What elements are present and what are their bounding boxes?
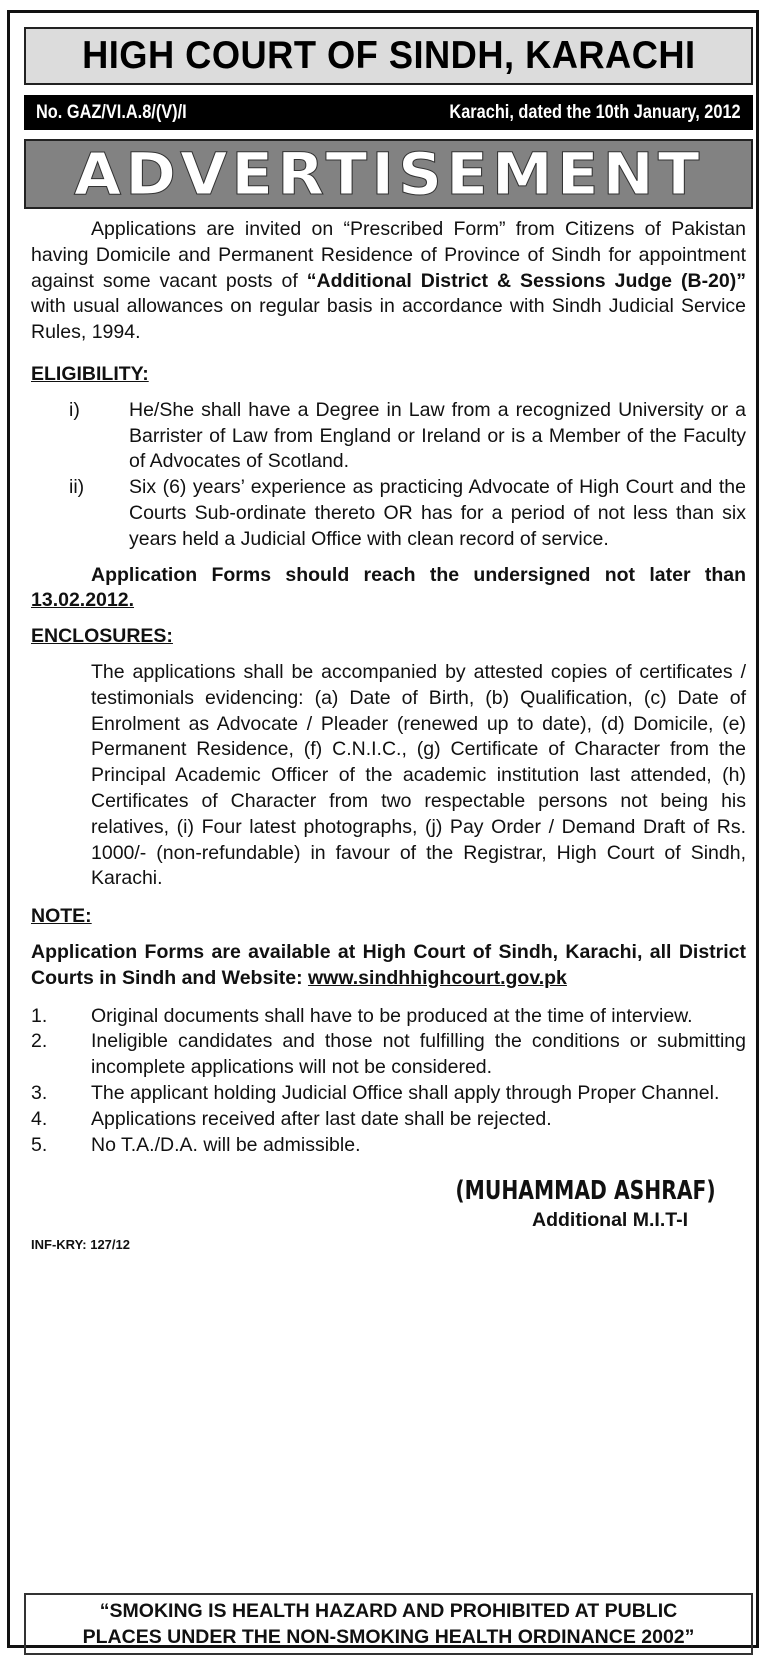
advertisement-banner [24,139,753,209]
reference-number: No. GAZ/VI.A.8/(V)/I [36,101,187,123]
item-number: 4. [31,1107,48,1130]
website-link[interactable]: www.sindhhighcourt.gov.pk [307,966,567,989]
smoking-warning-line-2: PLACES UNDER THE NON-SMOKING HEALTH ORDINANCE 2002” [82,1626,695,1648]
intro-paragraph [31,217,746,346]
signatory-name: (MUHAMMAD ASHRAF) [455,1176,716,1207]
page-title: HIGH COURT OF SINDH, KARACHI [81,34,696,77]
item-text: The applicant holding Judicial Office shall apply through Proper Channel. [91,1081,720,1104]
item-number: ii) [69,476,85,499]
availability-paragraph [31,940,746,992]
item-text: He/She shall have a Degree in Law from a recognized University or a Barrister of Law from England or Ireland or is a Member of the Faculty of Advocates of Scotland. [129,398,746,473]
note-item [31,1004,746,1030]
item-number: 5. [31,1133,48,1156]
post-title: “Additional District & Sessions Judge (B-20)” [306,269,746,292]
deadline-paragraph [31,563,746,615]
item-text: Applications received after last date shall be rejected. [91,1107,552,1130]
intro-text: Applications are invited on “Prescribed Form” from Citizens of Pakistan having Domicile and Permanent Residence of Province of Sindh for appointment against some vacant posts of [31,218,746,292]
intro-text-end: with usual allowances on regular basis in accordance with Sindh Judicial Service Rules, 1994. [31,295,746,344]
inf-code: INF-KRY: 127/12 [31,1237,130,1253]
deadline-text: Application Forms should reach the undersigned not later than [91,563,746,586]
item-number: i) [69,398,80,421]
note-heading: NOTE: [31,905,92,928]
item-text: Original documents shall have to be produced at the time of interview. [91,1004,693,1027]
eligibility-item [31,475,746,552]
signatory-designation: Additional M.I.T-I [532,1209,688,1232]
banner-text: ADVERTISEMENT [73,140,704,208]
note-item [31,1081,746,1107]
availability-text: Application Forms are available at High Court of Sindh, Karachi, all District Courts in Sindh and Website: [31,940,746,989]
enclosures-text: The applications shall be accompanied by attested copies of certificates / testimonials evidencing: (a) Date of Birth, (b) Qualification, (c) Date of Enrolment as Advocate / Pleader (renewed up to date), (d) Domicile, (e) Permanent Residence, (f) C.N.I.C., (g) Certificate of Character from the Principal Academic Officer of the academic institution last attended, (h) Certificates of Character from two respectable persons not being his relatives, (i) Four latest photographs, (j) Pay Order / Demand Draft of Rs. 1000/- (non-refundable) in favour of the Registrar, High Court of Sindh, Karachi. [91,660,746,890]
eligibility-item [31,398,746,475]
title-box [24,27,753,85]
reference-bar [24,95,753,130]
dated-line: Karachi, dated the 10th January, 2012 [449,101,741,123]
item-text: No T.A./D.A. will be admissible. [91,1133,361,1156]
item-number: 1. [31,1004,48,1027]
signature-block [31,1176,746,1208]
eligibility-heading: ELIGIBILITY: [31,362,149,385]
smoking-warning-box [24,1593,753,1655]
item-text: Ineligible candidates and those not fulfilling the conditions or submitting incomplete applications will not be considered. [91,1030,746,1079]
smoking-warning-line-1: “SMOKING IS HEALTH HAZARD AND PROHIBITED AT PUBLIC [99,1600,678,1622]
deadline-date: 13.02.2012. [31,589,135,612]
advertisement-frame [7,10,759,1648]
item-number: 2. [31,1030,48,1053]
enclosures-heading: ENCLOSURES: [31,625,173,648]
note-item [31,1029,746,1081]
item-number: 3. [31,1081,48,1104]
note-item [31,1107,746,1133]
advertisement-body [31,215,746,1258]
note-item [31,1133,746,1159]
item-text: Six (6) years’ experience as practicing Advocate of High Court and the Courts Sub-ordinate thereto OR has for a period of not less than six years held a Judicial Office with clean record of service. [129,476,746,550]
